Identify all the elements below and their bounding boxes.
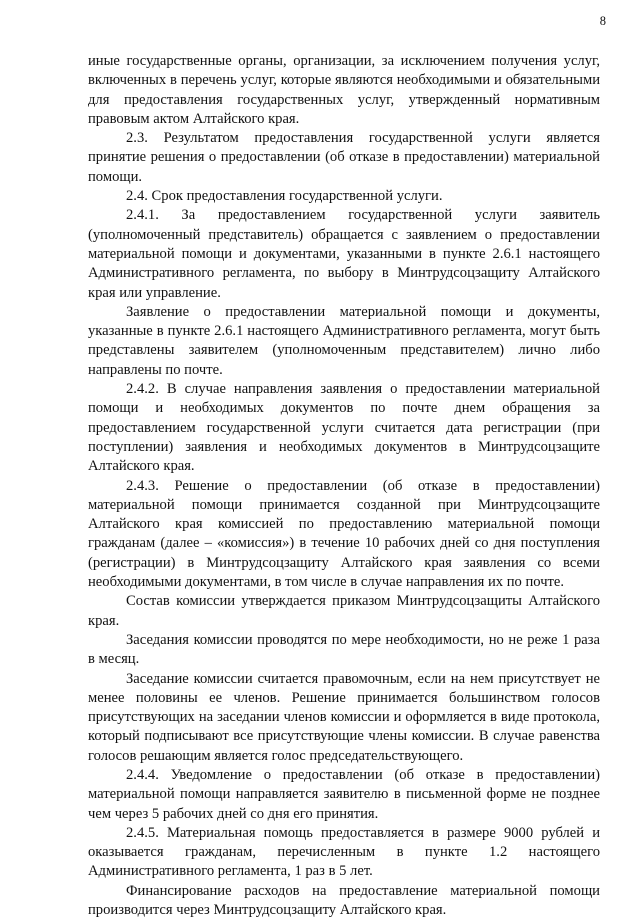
paragraph: 2.4.2. В случае направления заявления о предоставлении материальной помощи и необходимых документов по почте днем обращения за предоставлением государственной услуги считается дата регистрации (при поступлении) заявления и необходимых документов в Минтрудсоцзащите Алтайского края. [88, 381, 600, 475]
paragraph: 2.4. Срок предоставления государственной услуги. [126, 188, 443, 205]
paragraph: 2.3. Результатом предоставления государственной услуги является принятие решения о предоставлении (об отказе в предоставлении) материальной помощи. [88, 130, 600, 185]
paragraph: 2.4.4. Уведомление о предоставлении (об отказе в предоставлении) материальной помощи направляется заявителю в письменной форме не позднее чем через 5 рабочих дней со дня его принятия. [88, 766, 600, 822]
paragraph: Заявление о предоставлении материальной помощи и документы, указанные в пункте 2.6.1 настоящего Административного регламента, могут быть представлены заявителем (уполномоченным представителем) лично либо направлены по почте. [88, 303, 600, 378]
paragraph: Заседания комиссии проводятся по мере необходимости, но не реже 1 раза в месяц. [88, 631, 600, 668]
paragraph: 2.4.3. Решение о предоставлении (об отказе в предоставлении) материальной помощи принимается созданной при Минтрудсоцзащите Алтайского края комиссией по предоставлению материальной помощи гражданам (далее – «комиссия») в течение 10 рабочих дней со дня поступления (регистрации) в Минтрудсоцзащиту Алтайского края заявления со всеми необходимыми документами, в том числе в случае направления их по почте. [88, 477, 600, 591]
page-number: 8 [599, 14, 606, 28]
paragraph: Финансирование расходов на предоставление материальной помощи производится через Минтрудсоцзащиту Алтайского края. [88, 882, 600, 919]
paragraph: Состав комиссии утверждается приказом Минтрудсоцзащиты Алтайского края. [88, 593, 600, 629]
paragraph: иные государственные органы, организации, за исключением получения услуг, включенных в перечень услуг, которые являются необходимыми и обязательными для предоставления государственных услуг, утвержденный нормативным правовым актом Алтайского края. [88, 53, 600, 127]
paragraph: Заседание комиссии считается правомочным, если на нем присутствует не менее половины ее членов. Решение принимается большинством голосов присутствующих на заседании членов комиссии и оформляется в виде протокола, который подписывают все присутствующие члены комиссии. В случае равенства голосов решающим является голос председательствующего. [88, 670, 600, 764]
paragraph: 2.4.1. За предоставлением государственной услуги заявитель (уполномоченный представитель) обращается с заявлением о предоставлении материальной помощи и документами, указанными в пункте 2.6.1 настоящего Административного регламента, по выбору в Минтрудсоцзащиту Алтайского края или управление. [88, 207, 600, 301]
document-body [88, 52, 600, 920]
paragraph: 2.4.5. Материальная помощь предоставляется в размере 9000 рублей и оказывается гражданам, перечисленным в пункте 1.2 настоящего Административного регламента, 1 раз в 5 лет. [88, 824, 600, 880]
